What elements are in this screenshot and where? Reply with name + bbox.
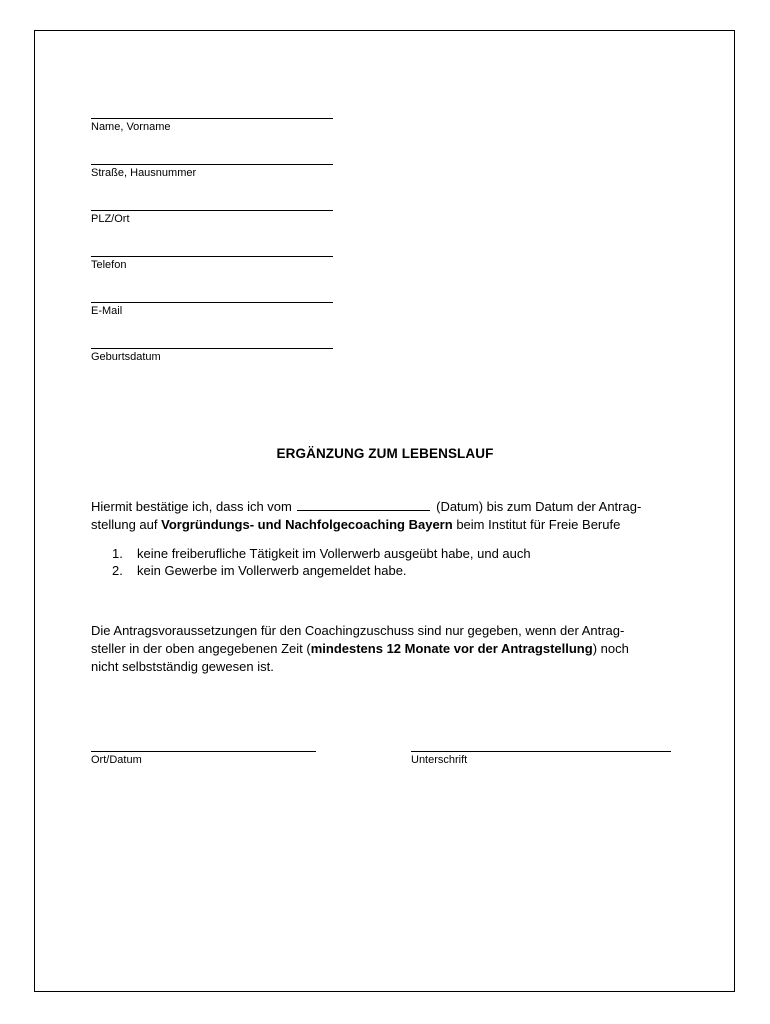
document-title: ERGÄNZUNG ZUM LEBENSLAUF [276, 446, 494, 461]
requirements-paragraph [91, 622, 691, 676]
birthdate-field[interactable] [91, 348, 333, 364]
requirements-line-1: Die Antragsvoraussetzungen für den Coachingzuschuss sind nur gegeben, wenn der Antrag- [91, 623, 625, 638]
declaration-text-1: Hiermit bestätige ich, dass ich vom [91, 499, 292, 514]
signature-field[interactable] [411, 751, 671, 767]
date-blank-field[interactable] [297, 499, 430, 511]
list-number: 2. [112, 563, 123, 578]
declaration-text-3: stellung auf [91, 517, 158, 532]
list-item [112, 545, 672, 562]
declaration-paragraph [91, 498, 691, 534]
place-date-label: Ort/Datum [91, 754, 142, 766]
requirements-bold: mindestens 12 Monate vor der Antragstellung [310, 641, 593, 656]
email-field[interactable] [91, 302, 333, 318]
declaration-text-2: (Datum) bis zum Datum der Antrag- [436, 499, 642, 514]
street-label: Straße, Hausnummer [91, 167, 197, 179]
phone-label: Telefon [91, 259, 127, 271]
plz-label: PLZ/Ort [91, 213, 130, 225]
declaration-line-1 [91, 498, 691, 516]
requirements-line-2 [91, 640, 691, 658]
plz-field[interactable] [91, 210, 333, 226]
declaration-line-2 [91, 516, 691, 534]
list-text: keine freiberufliche Tätigkeit im Vollerwerb ausgeübt habe, und auch [137, 546, 531, 561]
place-date-field[interactable] [91, 751, 316, 767]
program-name: Vorgründungs- und Nachfolgecoaching Bayern [161, 517, 453, 532]
list-number: 1. [112, 546, 123, 561]
list-text: kein Gewerbe im Vollerwerb angemeldet habe. [137, 563, 407, 578]
requirements-text-2b: ) noch [592, 641, 629, 656]
name-label: Name, Vorname [91, 121, 171, 133]
requirements-text-2a: steller in der oben angegebenen Zeit ( [91, 641, 311, 656]
street-field[interactable] [91, 164, 333, 180]
signature-label: Unterschrift [411, 754, 468, 766]
confirmation-list [112, 545, 672, 579]
requirements-line-3: nicht selbstständig gewesen ist. [91, 659, 274, 674]
birthdate-label: Geburtsdatum [91, 351, 161, 363]
declaration-text-4: beim Institut für Freie Berufe [456, 517, 621, 532]
email-label: E-Mail [91, 305, 123, 317]
phone-field[interactable] [91, 256, 333, 272]
list-item [112, 562, 672, 579]
name-field[interactable] [91, 118, 333, 134]
